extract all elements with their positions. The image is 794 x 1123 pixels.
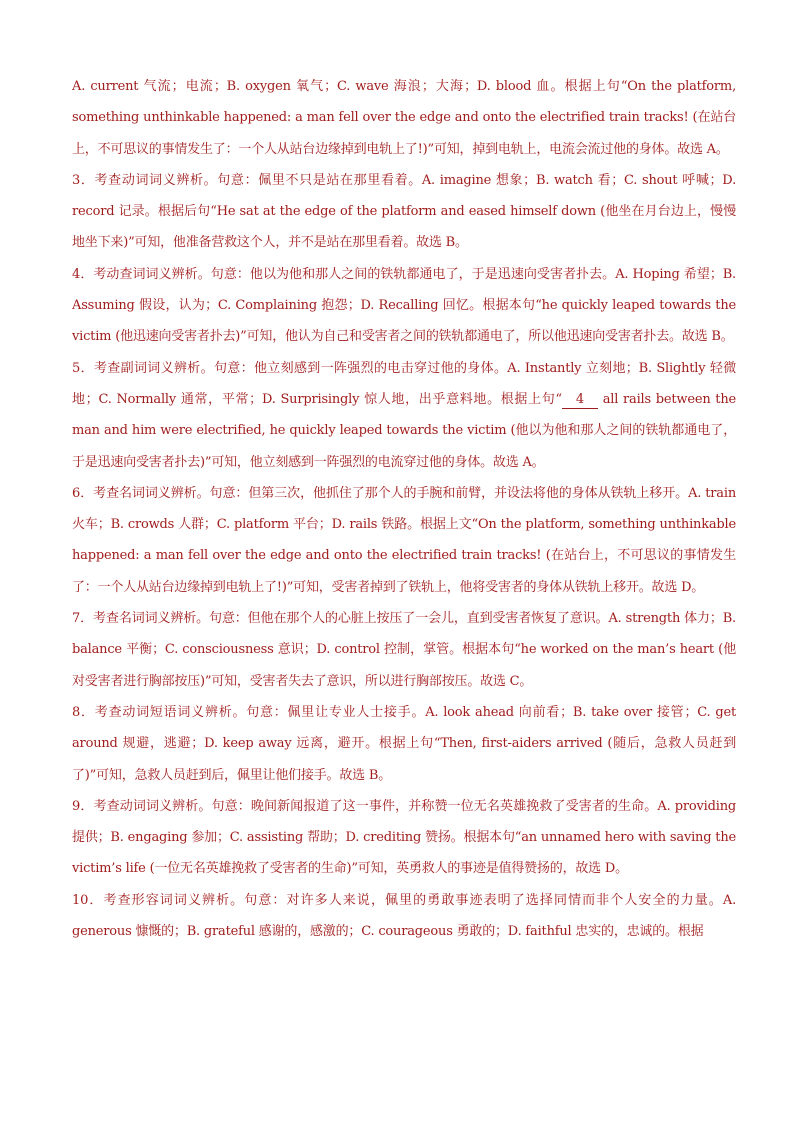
paragraph-answer-5-part-2: all rails between the man and him were electrified, he quickly leaped towards the victim (他以为他和那人之间的铁轨都通电了，于是迅速向受害者扑去)”可知，他立刻感到一阵强烈的电流穿过他的身体。故选 A。 <box>72 391 736 470</box>
paragraph-answer-8: 8．考查动词短语词义辨析。句意：佩里让专业人士接手。A. look ahead 向前看；B. take over 接管；C. get around 规避，逃避；D. keep away 远离，避开。根据上句“Then, first-aiders arrived (随后，急救人员赶到了)”可知，急救人员赶到后，佩里让他们接手。故选 B。 <box>72 704 736 783</box>
paragraph-answer-3: 3．考查动词词义辨析。句意：佩里不只是站在那里看着。A. imagine 想象；B. watch 看；C. shout 呼喊；D. record 记录。根据后句“He sat at the edge of the platform and eased himself down (他坐在月台边上，慢慢地坐下来)”可知，他准备营救这个人，并不是站在那里看着。故选 B。 <box>72 172 736 251</box>
paragraph-answer-2: A. current 气流；电流；B. oxygen 氧气；C. wave 海浪；大海；D. blood 血。根据上句“On the platform, something unthinkable happened: a man fell over the edge and onto the electrified train tracks! (在站台上，不可思议的事情发生了：一个人从站台边缘掉到电轨上了!)”可知，掉到电轨上，电流会流过他的身体。故选 A。 <box>72 79 736 157</box>
paragraph-answer-4: 4．考动查词词义辨析。句意：他以为他和那人之间的铁轨都通电了，于是迅速向受害者扑去。A. Hoping 希望；B. Assuming 假设，认为；C. Complaining 抱怨；D. Recalling 回忆。根据本句“he quickly leaped towards the victim (他迅速向受害者扑去)”可知，他认为自己和受害者之间的铁轨都通电了，所以他迅速向受害者扑去。故选 B。 <box>72 266 736 345</box>
paragraph-answer-6: 6．考查名词词义辨析。句意：但第三次，他抓住了那个人的手腕和前臂，并设法将他的身体从铁轨上移开。A. train 火车；B. crowds 人群；C. platform 平台；D. rails 铁路。根据上文“On the platform, something unthinkable happened: a man fell over the edge and onto the electrified train tracks! (在站台上，不可思议的事情发生了：一个人从站台边缘掉到电轨上了!)”可知，受害者掉到了铁轨上，他将受害者的身体从铁轨上移开。故选 D。 <box>72 485 736 595</box>
fill-blank-4: 4 <box>562 392 598 409</box>
paragraph-answer-5 <box>72 353 736 478</box>
paragraph-answer-5-part-1: 5．考查副词词义辨析。句意：他立刻感到一阵强烈的电击穿过他的身体。A. Instantly 立刻地；B. Slightly 轻微地；C. Normally 通常，平常；D. Surprisingly 惊人地，出乎意料地。根据上句“ <box>72 360 736 407</box>
paragraph-answer-10: 10．考查形容词词义辨析。句意：对许多人来说，佩里的勇敢事迹表明了选择同情而非个人安全的力量。A. generous 慷慨的；B. grateful 感谢的，感激的；C. courageous 勇敢的；D. faithful 忠实的，忠诚的。根据 <box>72 892 736 940</box>
paragraph-answer-9: 9．考查动词词义辨析。句意：晚间新闻报道了这一事件，并称赞一位无名英雄挽救了受害者的生命。A. providing 提供；B. engaging 参加；C. assisting 帮助；D. crediting 赞扬。根据本句“an unnamed hero with saving the victim’s life (一位无名英雄挽救了受害者的生命)”可知，英勇救人的事迹是值得赞扬的，故选 D。 <box>72 798 736 877</box>
answer-explanations <box>72 71 736 947</box>
paragraph-answer-7: 7．考查名词词义辨析。句意：但他在那个人的心脏上按压了一会儿，直到受害者恢复了意识。A. strength 体力；B. balance 平衡；C. consciousness 意识；D. control 控制，掌管。根据本句“he worked on the man’s heart (他对受害者进行胸部按压)”可知，受害者失去了意识，所以进行胸部按压。故选 C。 <box>72 611 736 689</box>
